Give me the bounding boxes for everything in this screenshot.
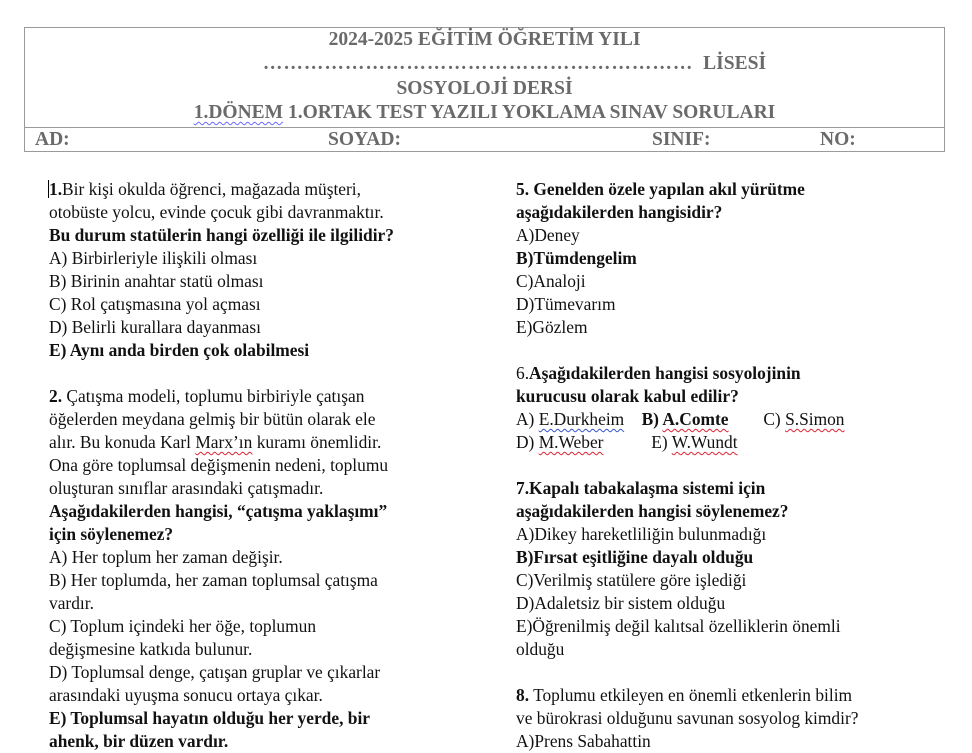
question-number: 8.: [516, 685, 530, 705]
question-7: [516, 477, 936, 661]
question-number: 1.: [49, 179, 63, 199]
option-d-cont[interactable]: arasındaki uyuşma sonucu ortaya çıkar.: [49, 685, 323, 705]
question-number: 2.: [49, 386, 63, 406]
question-prompt: Bu durum statülerin hangi özelliği ile ilgilidir?: [49, 225, 394, 245]
option-label: B): [641, 409, 663, 429]
option-c[interactable]: [763, 409, 844, 429]
option-a[interactable]: A)Deney: [516, 225, 580, 245]
exam-header: [24, 27, 945, 152]
school-year: 2024-2025 EĞİTİM ÖĞRETİM YILI: [328, 29, 641, 50]
text-segment: alır. Bu konuda Karl: [49, 432, 196, 452]
question-text: otobüste yolcu, evinde çocuk gibi davranmaktır.: [49, 202, 384, 222]
question-8: [516, 684, 936, 753]
question-text: Bir kişi okulda öğrenci, mağazada müşteri,: [62, 179, 361, 199]
course-title: SOSYOLOJİ DERSİ: [396, 78, 573, 99]
question-5: [516, 178, 936, 339]
question-prompt: kurucusu olarak kabul edilir?: [516, 386, 739, 406]
option-c-cont[interactable]: değişmesine katkıda bulunur.: [49, 639, 253, 659]
option-e-answer-cont[interactable]: ahenk, bir düzen vardır.: [49, 731, 229, 751]
question-text: öğelerden meydana gelmiş bir bütün olarak ele: [49, 409, 376, 429]
question-text: Ona göre toplumsal değişmenin nedeni, toplumu: [49, 455, 389, 475]
options-row-2: [516, 431, 936, 454]
option-c[interactable]: C)Analoji: [516, 271, 586, 291]
option-b[interactable]: B) Her toplumda, her zaman toplumsal çatışma: [49, 570, 378, 590]
option-a[interactable]: [516, 409, 624, 429]
question-prompt: aşağıdakilerden hangisidir?: [516, 202, 723, 222]
option-label: C): [763, 409, 786, 429]
option-c[interactable]: C) Toplum içindeki her öğe, toplumun: [49, 616, 317, 636]
question-2-text-line: [49, 385, 459, 408]
option-b[interactable]: B) Birinin anahtar statü olması: [49, 271, 264, 291]
exam-term: 1.DÖNEM: [193, 102, 284, 123]
option-e-cont[interactable]: olduğu: [516, 639, 565, 659]
option-b-answer[interactable]: B)Fırsat eşitliğine dayalı olduğu: [516, 547, 754, 567]
option-d[interactable]: [516, 432, 603, 452]
option-label: E): [651, 432, 672, 452]
option-a[interactable]: A)Prens Sabahattin: [516, 731, 651, 751]
option-e[interactable]: E)Öğrenilmiş değil kalıtsal özelliklerin önemli: [516, 616, 841, 636]
question-text: oluşturan sınıflar arasındaki çatışmadır.: [49, 478, 324, 498]
question-2: [49, 385, 459, 753]
question-prompt: 7.Kapalı tabakalaşma sistemi için: [516, 478, 766, 498]
option-d[interactable]: D)Tümevarım: [516, 294, 616, 314]
question-1-text-line: [49, 178, 459, 201]
option-d[interactable]: D) Toplumsal denge, çatışan gruplar ve çıkarlar: [49, 662, 381, 682]
question-text: ve bürokrasi olduğunu savunan sosyolog kimdir?: [516, 708, 859, 728]
exam-title: [25, 102, 944, 124]
question-text: Çatışma modeli, toplumu birbiriyle çatışan: [62, 386, 365, 406]
option-e-answer[interactable]: E) Aynı anda birden çok olabilmesi: [49, 340, 310, 360]
option-a[interactable]: A) Birbirleriyle ilişkili olması: [49, 248, 258, 268]
question-6-prompt-line: [516, 362, 936, 385]
option-label: A): [516, 409, 539, 429]
option-d[interactable]: D) Belirli kurallara dayanması: [49, 317, 261, 337]
school-suffix: LİSESİ: [703, 53, 767, 74]
option-text: W.Wundt: [671, 432, 738, 452]
option-a[interactable]: A)Dikey hareketliliğin bulunmadığı: [516, 524, 767, 544]
option-c[interactable]: C)Verilmiş statülere göre işlediği: [516, 570, 747, 590]
text-segment: kuramı önemlidir.: [252, 432, 382, 452]
question-prompt: Aşağıdakilerden hangisi sosyolojinin: [529, 363, 801, 383]
option-c[interactable]: C) Rol çatışmasına yol açması: [49, 294, 261, 314]
option-b-answer[interactable]: [642, 409, 729, 429]
right-column: [516, 178, 936, 753]
number-field-label[interactable]: NO:: [820, 129, 856, 150]
exam-title-rest: 1.ORTAK TEST YAZILI YOKLAMA SINAV SORULARI: [283, 102, 776, 123]
student-info-row: [25, 128, 944, 152]
option-text: M.Weber: [538, 432, 604, 452]
option-d[interactable]: D)Adaletsiz bir sistem olduğu: [516, 593, 726, 613]
question-1: [49, 178, 459, 362]
question-prompt: için söylenemez?: [49, 524, 174, 544]
question-6: [516, 362, 936, 454]
option-label: D): [516, 432, 539, 452]
name-field-label[interactable]: AD:: [35, 129, 70, 150]
question-prompt: aşağıdakilerden hangisi söylenemez?: [516, 501, 789, 521]
question-prompt: 5. Genelden özele yapılan akıl yürütme: [516, 179, 805, 199]
option-text: A.Comte: [662, 409, 729, 429]
question-text: Toplumu etkileyen en önemli etkenlerin bilim: [529, 685, 853, 705]
question-prompt: Aşağıdakilerden hangisi, “çatışma yaklaşımı”: [49, 501, 388, 521]
left-column: [49, 178, 459, 753]
question-8-text-line: [516, 684, 936, 707]
question-number: 6.: [516, 363, 530, 383]
options-row-1: [516, 408, 936, 431]
question-text: [49, 431, 459, 454]
option-e[interactable]: [651, 432, 737, 452]
option-a[interactable]: A) Her toplum her zaman değişir.: [49, 547, 283, 567]
school-name-blank[interactable]: ………………………………………………………: [262, 53, 694, 74]
option-text: S.Simon: [785, 409, 845, 429]
option-b-answer[interactable]: B)Tümdengelim: [516, 248, 637, 268]
option-e[interactable]: E)Gözlem: [516, 317, 588, 337]
option-e-answer[interactable]: E) Toplumsal hayatın olduğu her yerde, bir: [49, 708, 370, 728]
class-field-label[interactable]: SINIF:: [652, 129, 711, 150]
school-name-line: [25, 53, 944, 75]
option-text: E.Durkheim: [538, 409, 625, 429]
surname-field-label[interactable]: SOYAD:: [328, 129, 401, 150]
option-b-cont[interactable]: vardır.: [49, 593, 94, 613]
spellcheck-word: Marx’ın: [195, 432, 253, 452]
